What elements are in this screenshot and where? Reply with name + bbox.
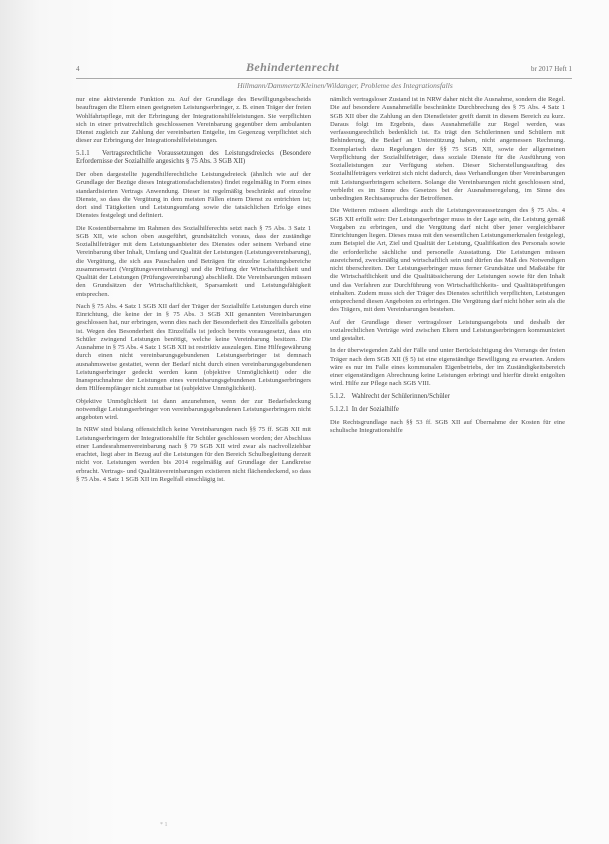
journal-title: Behindertenrecht [246,60,340,74]
running-header [76,60,572,76]
paragraph: Die Kostenübernahme im Rahmen des Sozialhilferechts setzt nach § 75 Abs. 3 Satz 1 SGB XII, wie schon oben ausgeführt, grundsätzlich voraus, dass der zuständige Sozialhilfeträger mit dem Leistungsanbieter des Dienstes oder seinem Verband eine Vereinbarung über Inhalt, Umfang und Qualität der Leistungen (Leistungsvereinbarung), die Vergütung, die sich aus Pauschalen und Beträgen für einzelne Leistungsbereiche zusammensetzt (Vergütungsvereinbarung) und die Prüfung der Wirtschaftlichkeit und Qualität der Leistungen (Prüfungsvereinbarung) abschließt. Die Vereinbarungen müssen den Grundsätzen der Wirtschaftlichkeit, Sparsamkeit und Leistungsfähigkeit entsprechen. [76,224,311,298]
section-title: Vertragsrechtliche Voraussetzungen des Leistungsdreiecks (Besondere Erfordernisse der Sozialhilfe angesichts § 75 Abs. 3 SGB XII) [76,149,312,165]
footer-mark: * 1 [160,822,168,828]
paragraph: Die Rechtsgrundlage nach §§ 53 ff. SGB XII auf Übernahme der Kosten für eine schulische Integrationshilfe [330,419,565,435]
subsection-number: 5.1.2.1 [330,405,349,413]
article-authors: Hillmann/Dammertz/Kleinen/Wildanger, Probleme des Integrationsfalls [237,81,453,90]
paragraph: Der oben dargestellte jugendhilferechtliche Leistungsdreieck (ähnlich wie auf der Grundlage der Bezüge dieses Integrationsfachdienstes) findet regelmäßig in Form eines standardisierten Vertrags Anwendung. Dieser ist regelmäßig beschränkt auf einzelne Dienste, so dass die Vergütung in dem meisten Fällen einem Dienst zu entrichten ist; dort sind Tätigkeiten und Leistungsumfang sowie die tatsächlichen Erfolge eines Dienstes festgelegt und definiert. [76,171,311,220]
section-number: 5.1.2. [330,392,346,400]
left-column [76,96,311,796]
section-heading [76,150,311,167]
issue-label: br 2017 Heft 1 [530,65,572,73]
right-column [330,96,565,796]
section-number: 5.1.1 [76,149,90,157]
paragraph: In NRW sind bislang offensichtlich keine Vereinbarungen nach §§ 75 ff. SGB XII mit Leistungserbringern der Integrationshilfe für Schüler geschlossen worden; der Abschluss einer Landesrahmenvereinbarung nach § 79 SGB XII wird zwar als nachvollziehbar erachtet, liegt aber in Bezug auf die Leistungen für den Bereich Schulbegleitung derzeit nicht vor. Leistungen werden bis 2014 regelmäßig auf Grundlage der Landkreise erbracht. Vertrags- und Qualitätsvereinbarungen existieren nicht flächendeckend, so dass § 75 Abs. 4 Satz 1 SGB XII im Regelfall einschlägig ist. [76,426,311,483]
paragraph: nämlich vertragsloser Zustand ist in NRW daher nicht die Ausnahme, sondern die Regel. Die auf besondere Ausnahmefälle beschränkte Durchbrechung des § 75 Abs. 4 Satz 1 SGB XII über die Zahlung an den Dienstleister greift damit in diesem Bereich zu kurz. Daraus folgt im Ergebnis, dass Ausnahmefälle zur Regel werden, was verfassungsrechtlich bedenklich ist. Es trägt den Schülerinnen und Schülern mit Behinderung, die Bedarf an Unterstützung haben, nicht angemessen Rechnung. Exemplarisch dazu Regelungen der §§ 75 SGB XII, sowie der allgemeinen Verpflichtung der Sozialhilfeträger, dass soziale Dienste für die Ausführung von Sozialleistungen zur Verfügung stehen. Dieser Sicherstellungsauftrag des Sozialhilfeträgers verkürzt sich nicht dadurch, dass Verhandlungen über Vereinbarungen mit Leistungserbringern scheitern. Solange die Vereinbarungen nicht geschlossen sind, verbleibt es im Sinne des Gesetzes bei der Ausnahmeregelung, im Sinne des unbedingten Rechtsanspruchs der Betroffenen. [330,96,565,202]
section-heading [330,393,565,401]
paragraph: Nach § 75 Abs. 4 Satz 1 SGB XII darf der Träger der Sozialhilfe Leistungen durch eine Einrichtung, die keine der in § 75 Abs. 3 SGB XII genannten Vereinbarungen geschlossen hat, nur erbringen, wenn dies nach der Besonderheit des Einzelfalls geboten ist. Wegen des Besonderheit des Einzelfalls ist jedoch bereits vorausgesetzt, dass ein Schüler zwingend Leistungen benötigt, welche keine Vereinbarung besitzen. Die Ausnahme in § 75 Abs. 4 Satz 1 SGB XII ist restriktiv auszulegen. Eine Hilfegewährung durch einen nicht vereinbarungsgebundenen Leistungserbringer ist demnach ausnahmsweise gestattet, wenn der Bedarf nicht durch einen vereinbarungsgebundenen Leistungserbringer gedeckt werden kann (objektive Unmöglichkeit) oder die Inanspruchnahme der Leistungen eines vereinbarungsgebundenen Leistungserbringers dem Hilfeempfänger nicht zumutbar ist (subjektive Unmöglichkeit). [76,302,311,393]
page-number: 4 [76,65,80,73]
subsection-title: In der Sozialhilfe [351,405,399,413]
paragraph: Auf der Grundlage dieser vertragsloser Leistungsangebots und deshalb der sozialrechtlichen Verträge wird zwischen Eltern und Leistungserbringern kommuniziert und gestaltet. [330,318,565,342]
subsection-heading [330,406,565,414]
paragraph: nur eine aktivierende Funktion zu. Auf der Grundlage des Bewilligungsbescheids beauftragen die Eltern einen geeigneten Leistungserbringer, z. B. einen Träger der freien Wohlfahrtspflege, mit der Erbringung der Integrationshilfeleistungen. Sie verpflichten sich in einer privatrechtlich geschlossenen Vereinbarung gegenüber dem ambulanten Dienst zugleich zur Zahlung der vereinbarten Entgelte, im Gegenzug verpflichtet sich dieser zur Erbringung der Integrationshilfeleistungen. [76,96,311,145]
header-rule [76,78,572,79]
section-title: Wahlrecht der Schülerinnen/Schüler [351,392,450,400]
paragraph: In der überwiegenden Zahl der Fälle und unter Berücksichtigung des Vorrangs der freien Träger nach dem SGB XII (§ 5) ist eine eigenständige Bewilligung zu erwarten. Anders wäre es nur im Falle eines kommunalen Eigenbetriebs, der im Zuständigkeitsbereich einer eigenständigen Abrechnung keine Leistungen erbringt und hierfür direkt entgolten wird. Hilfe zur Pflege nach SGB VIII. [330,347,565,388]
paragraph: Objektive Unmöglichkeit ist dann anzunehmen, wenn der zur Bedarfsdeckung notwendige Leistungserbringer von vereinbarungsgebundenen Leistungserbringern nicht angeboten wird. [76,397,311,421]
paragraph: Die Weiteren müssen allerdings auch die Leistungsvoraussetzungen des § 75 Abs. 4 SGB XII erfüllt sein: Der Leistungserbringer muss in der Lage sein, die Leistung gemäß Vorgaben zu erbringen, und die Vergütung darf nicht über jener vergleichbarer Einrichtungen liegen. Dieses muss mit den wesentlichen Leistungsmerkmalen festgelegt, zum Beispiel die Art, Ziel und Qualität der Leistung, Qualifikation des Personals sowie die erforderliche sächliche und personelle Ausstattung. Die Leistungen müssen ausreichend, zweckmäßig und wirtschaftlich sein und dürfen das Maß des Notwendigen nicht überschreiten. Der Leistungserbringer muss ferner Grundsätze und Maßstäbe für die Wirtschaftlichkeit und die Qualitätssicherung der Leistungen sowie für den Inhalt und das Verfahren zur Durchführung von Wirtschaftlichkeits- und Qualitätsprüfungen einhalten. Zudem muss sich der Träger des Dienstes schriftlich verpflichten, Leistungen entsprechend diesen Angeboten zu erbringen. Die Vergütung darf nicht höher sein als die des Trägers, mit dem Vereinbarungen bestehen. [330,207,565,314]
